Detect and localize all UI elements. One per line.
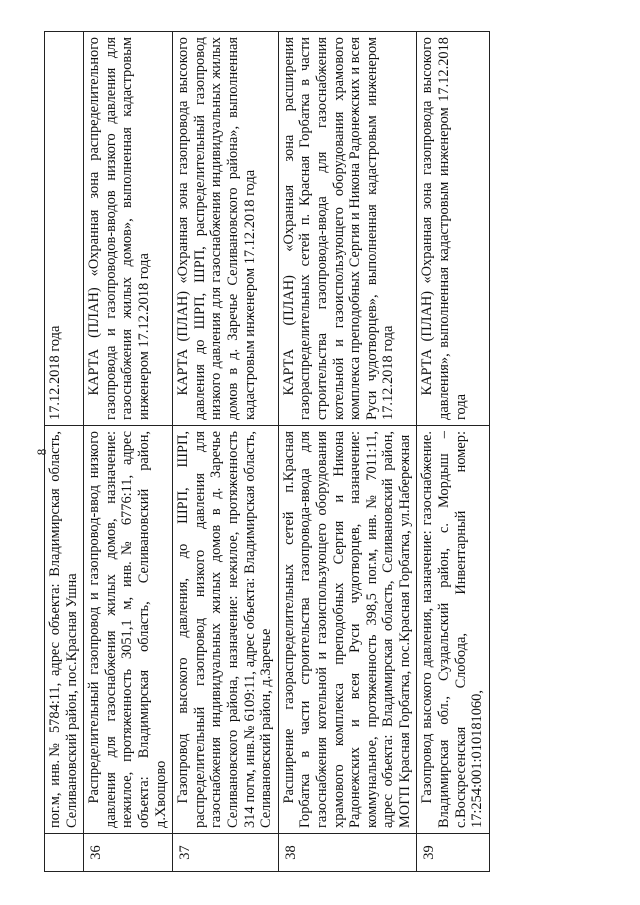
row-number: 38 <box>278 834 417 872</box>
object-description: Газопровод высокого давления, до ШРП, ШРП, распределительный газопровод низкого давления для газоснабжения индивидуальных жилых домов в д. Заречье Селивановского района, назначение: нежилое, протяженность 314 погм, инв.№ 6109:11, адрес объекта: Владимирская область, Селивановский район, д.Заречье <box>173 426 279 834</box>
object-description: Расширение газораспределительных сетей п.Красная Горбатка в части строительства газопровода-ввода для газоснабжения котельной и газоиспользующего оборудования храмового комплекса преподобных Сергия и Никона Радонежских и всея Руси чудотворцев, назначение: коммунальное, протяженность 398,5 пог.м, инв.№ 7011:11, адрес объекта: Владимирская область, Селивановский район, МОГП Красная Горбатка, пос.Красная Горбатка, ул.Набережная <box>278 426 417 834</box>
map-description: КАРТА (ПЛАН) «Охранная зона газопровода высокого давления», выполненная кадастровым инженером 17.12.2018 года <box>417 32 489 426</box>
table-row <box>278 32 417 872</box>
rotated-table-wrapper <box>44 32 596 872</box>
table-row <box>417 32 489 872</box>
object-description: Распределительный газопровод и газопровод-ввод низкого давления для газоснабжения жилых домов, назначение: нежилое, протяженность 3051,1 м, инв.№ 6776:11, адрес объекта: Владимирская область, Селивановский район, д.Хвощово <box>84 426 173 834</box>
table-row <box>45 32 84 872</box>
row-number: 36 <box>84 834 173 872</box>
row-number <box>45 834 84 872</box>
map-description: КАРТА (ПЛАН) «Охранная зона расширения газораспределительных сетей п. Красная Горбатка в части строительства газопровода-ввода для газоснабжения котельной и газоиспользующего оборудования храмового комплекса преподобных Сергия и Никона Радонежских и всея Руси чудотворцев», выполненная кадастровым инженером 17.12.2018 года <box>278 32 417 426</box>
map-description: КАРТА (ПЛАН) «Охранная зона распределительного газопровода и газопроводов-вводов низкого давления для газоснабжения жилых домов», выполненная кадастровым инженером 17.12.2018 года <box>84 32 173 426</box>
row-number: 37 <box>173 834 279 872</box>
object-description: пог.м, инв.№ 5784:11, адрес объекта: Владимирская область, Селивановский район, пос.Красная Ушна <box>45 426 84 834</box>
table-row <box>173 32 279 872</box>
object-description: Газопровод высокого давления, назначение: газоснабжение. Владимирская обл., Суздальский район, с. Мордыш – с.Воскресенская Слобода, Инвентарный номер: 17:254:001:010181060, <box>417 426 489 834</box>
map-description: КАРТА (ПЛАН) «Охранная зона газопровода высокого давления до ШРП, ШРП, распределительный газопровод низкого давления для газоснабжения индивидуальных жилых домов в д. Заречье Селивановского района», выполненная кадастровым инженером 17.12.2018 года <box>173 32 279 426</box>
row-number: 39 <box>417 834 489 872</box>
objects-table <box>44 31 490 872</box>
table-row <box>84 32 173 872</box>
page-number: 8 <box>34 448 49 456</box>
map-description: 17.12.2018 года <box>45 32 84 426</box>
